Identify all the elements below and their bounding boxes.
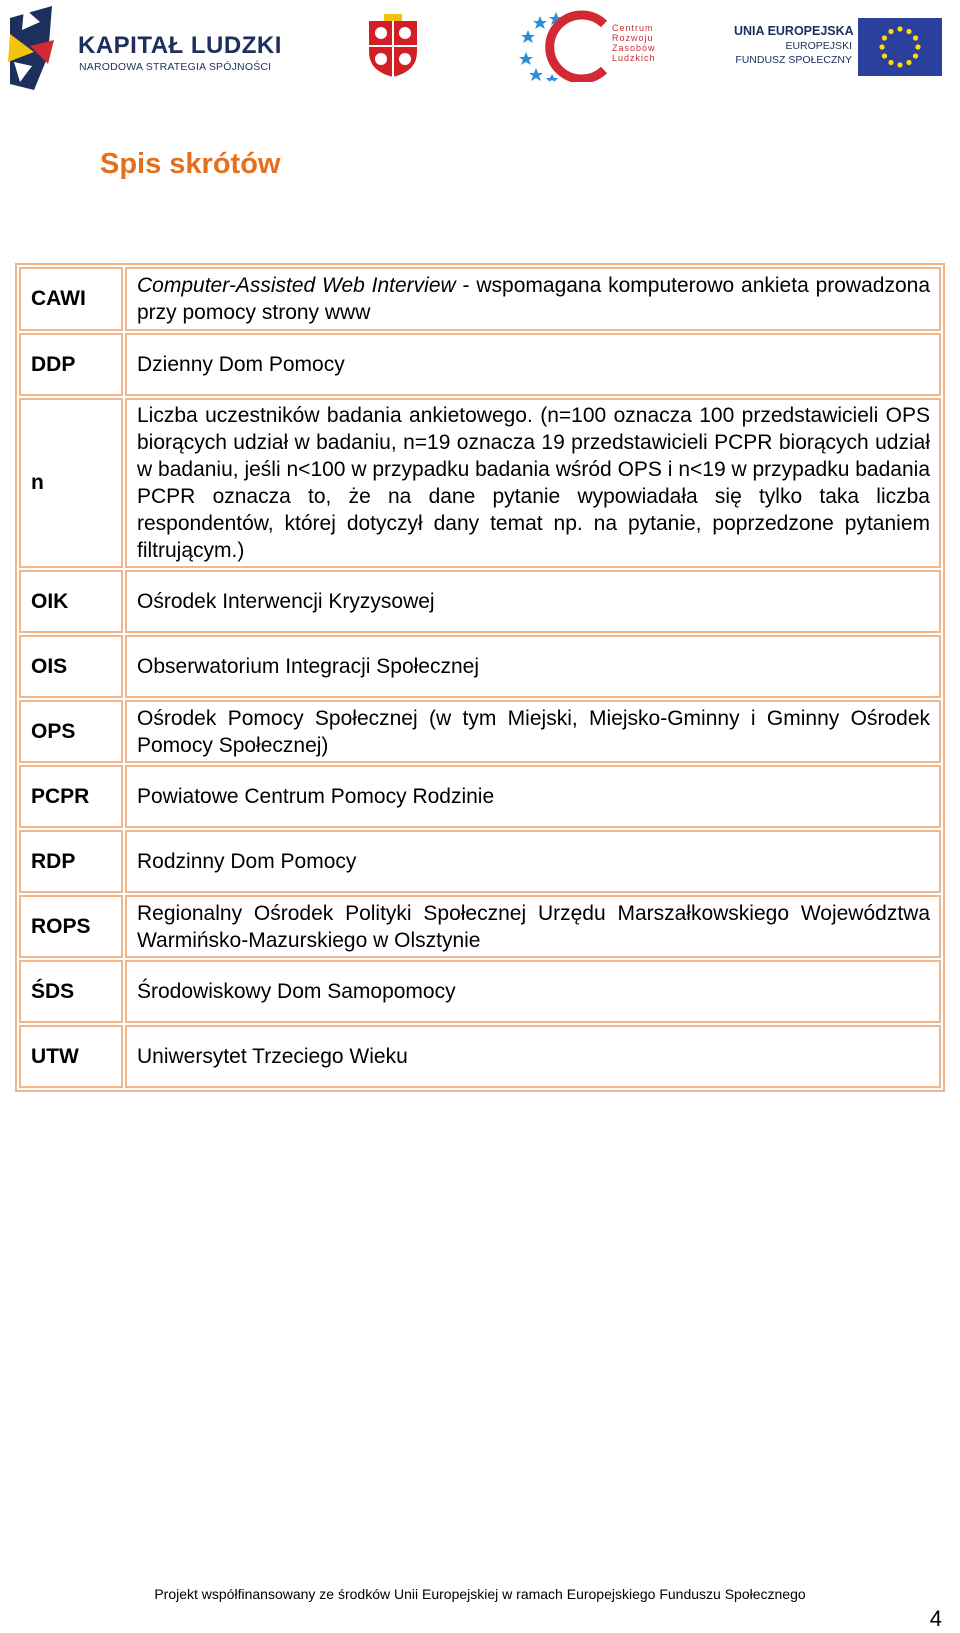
abbreviation-cell: UTW [19, 1025, 123, 1088]
footer-cofinancing-note: Projekt współfinansowany ze środków Unii Europejskiej w ramach Europejskiego Funduszu Społecznego [154, 1586, 806, 1602]
description-cell: Rodzinny Dom Pomocy [125, 830, 941, 893]
description-cell: Liczba uczestników badania ankietowego. (n=100 oznacza 100 przedstawicieli OPS biorących udział w badaniu, n=19 oznacza 19 przedstawicieli PCPR biorących udział w badaniu, jeśli n<100 w przypadku badania wśród OPS i n<19 w przypadku badania PCPR oznacza to, że na dane pytanie wypowiadała się tylko taka liczba respondentów, której dotyczył dany temat np. na pytanie, poprzedzone pytaniem filtrującym.) [125, 398, 941, 568]
eu-logo-line3: FUNDUSZ SPOŁECZNY [735, 54, 852, 66]
crzl-line: Centrum [612, 23, 654, 33]
table-row [19, 830, 941, 893]
crzl-line: Rozwoju [612, 33, 654, 43]
description-cell: Środowiskowy Dom Samopomocy [125, 960, 941, 1023]
kapital-ludzki-subtitle: NARODOWA STRATEGIA SPÓJNOŚCI [79, 61, 272, 73]
logo-header [0, 0, 960, 96]
description-italic: Computer-Assisted Web Interview [137, 274, 456, 297]
eu-logo-line1: UNIA EUROPEJSKA [734, 24, 854, 38]
table-row [19, 333, 941, 396]
eu-logo-line2: EUROPEJSKI [785, 40, 852, 52]
abbreviation-cell: ROPS [19, 895, 123, 958]
abbreviation-cell: OPS [19, 700, 123, 763]
page-title: Spis skrótów [100, 148, 281, 180]
eu-logo-text [734, 24, 852, 67]
crzl-line: Ludzkich [612, 53, 656, 63]
abbreviation-cell: OIK [19, 570, 123, 633]
eu-logo [734, 18, 956, 78]
description-cell: Dzienny Dom Pomocy [125, 333, 941, 396]
crzl-logo-text [612, 23, 656, 63]
description-text: - wspomagana komputerowo ankieta prowadzona przy pomocy strony www [137, 274, 930, 324]
table-row [19, 1025, 941, 1088]
table-row [19, 267, 941, 331]
crzl-line: Zasobów [612, 43, 656, 53]
abbreviation-cell: PCPR [19, 765, 123, 828]
abbreviation-cell: n [19, 398, 123, 568]
abbreviation-cell: OIS [19, 635, 123, 698]
kapital-ludzki-emblem-icon [4, 4, 66, 92]
description-cell: Regionalny Ośrodek Polityki Społecznej Urzędu Marszałkowskiego Województwa Warmińsko-Mazurskiego w Olsztynie [125, 895, 941, 958]
kapital-ludzki-title: KAPITAŁ LUDZKI [78, 32, 282, 59]
description-cell: Powiatowe Centrum Pomocy Rodzinie [125, 765, 941, 828]
voivodeship-coat-of-arms-icon [362, 14, 424, 80]
eu-flag-icon [858, 18, 942, 76]
abbreviations-table [15, 263, 945, 1092]
table-row [19, 635, 941, 698]
kapital-ludzki-logo [4, 4, 304, 92]
abbreviation-cell: DDP [19, 333, 123, 396]
abbreviation-cell: ŚDS [19, 960, 123, 1023]
description-cell: Obserwatorium Integracji Społecznej [125, 635, 941, 698]
description-cell: Ośrodek Pomocy Społecznej (w tym Miejski, Miejsko-Gminny i Gminny Ośrodek Pomocy Społecznej) [125, 700, 941, 763]
table-row [19, 765, 941, 828]
table-row [19, 570, 941, 633]
abbreviation-cell: CAWI [19, 267, 123, 331]
crzl-logo [518, 10, 668, 82]
table-row [19, 398, 941, 568]
table-row [19, 895, 941, 958]
crzl-stars-emblem-icon [518, 10, 610, 82]
page-number: 4 [929, 1606, 942, 1631]
table-row [19, 700, 941, 763]
description-cell: Uniwersytet Trzeciego Wieku [125, 1025, 941, 1088]
abbreviation-cell: RDP [19, 830, 123, 893]
table-row [19, 960, 941, 1023]
description-cell: Ośrodek Interwencji Kryzysowej [125, 570, 941, 633]
description-cell [125, 267, 941, 331]
